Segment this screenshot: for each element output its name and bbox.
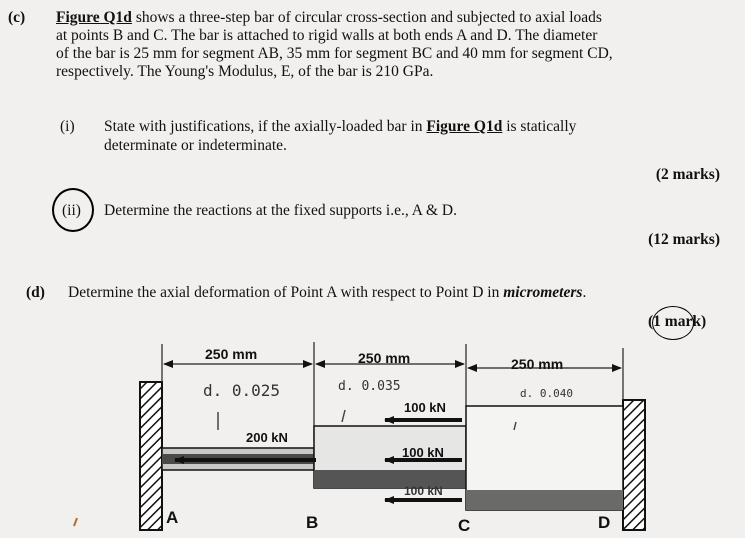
load-label-200: 200 kN	[246, 430, 288, 445]
part-c-label: (c)	[8, 9, 26, 26]
handwritten-d-bc: d. 0.035	[338, 379, 401, 394]
load-label-100-mid: 100 kN	[402, 445, 444, 460]
point-b: B	[306, 513, 319, 532]
dim-label-cd: 250 mm	[511, 356, 564, 372]
dim-label-bc: 250 mm	[358, 350, 411, 366]
sub-i-text-after: is statically	[502, 118, 577, 135]
sub-i-label: (i)	[60, 118, 75, 135]
sub-i-figure-ref: Figure Q1d	[426, 118, 503, 135]
part-c-line4: respectively. The Young's Modulus, E, of the bar is 210 GPa.	[56, 63, 434, 80]
segment-cd-shade	[466, 490, 623, 510]
point-a: A	[166, 508, 179, 527]
sub-ii-label: (ii)	[62, 202, 81, 219]
sub-ii-text: Determine the reactions at the fixed supports i.e., A & D.	[104, 202, 457, 219]
load-label-100-top: 100 kN	[404, 400, 446, 415]
part-d-marks: (1 mark)	[648, 313, 707, 330]
point-c: C	[458, 516, 471, 535]
part-c-line1-text: shows a three-step bar of circular cross-section and subjected to axial loads	[131, 9, 602, 26]
part-d-unit: micrometers	[503, 284, 583, 301]
wall-right	[623, 400, 645, 530]
part-d-text-after: .	[582, 284, 587, 301]
wall-left	[140, 382, 162, 530]
point-d: D	[598, 513, 611, 532]
dim-label-ab: 250 mm	[205, 346, 258, 362]
sub-i-marks: (2 marks)	[655, 166, 720, 183]
sub-i-line2: determinate or indeterminate.	[104, 137, 287, 154]
handwritten-d-ab: d. 0.025	[203, 381, 281, 400]
part-d-label: (d)	[26, 284, 45, 301]
segment-bc-shade	[314, 470, 466, 488]
sub-i-line1	[104, 118, 576, 135]
handwritten-d-cd: d. 0.040	[520, 387, 573, 400]
part-d-text	[68, 284, 586, 301]
part-c-line2: at points B and C. The bar is attached to rigid walls at both ends A and D. The diameter	[56, 27, 598, 44]
part-c-line1	[56, 9, 602, 26]
part-c-line3: of the bar is 25 mm for segment AB, 35 mm for segment BC and 40 mm for segment CD,	[56, 45, 613, 62]
load-label-100-bottom: 100 kN	[404, 484, 443, 498]
figure-ref: Figure Q1d	[56, 9, 132, 26]
sub-i-text-before: State with justifications, if the axially-loaded bar in	[104, 118, 427, 135]
sub-ii-marks: (12 marks)	[648, 231, 720, 248]
part-d-text-before: Determine the axial deformation of Point A with respect to Point D in	[68, 284, 504, 301]
